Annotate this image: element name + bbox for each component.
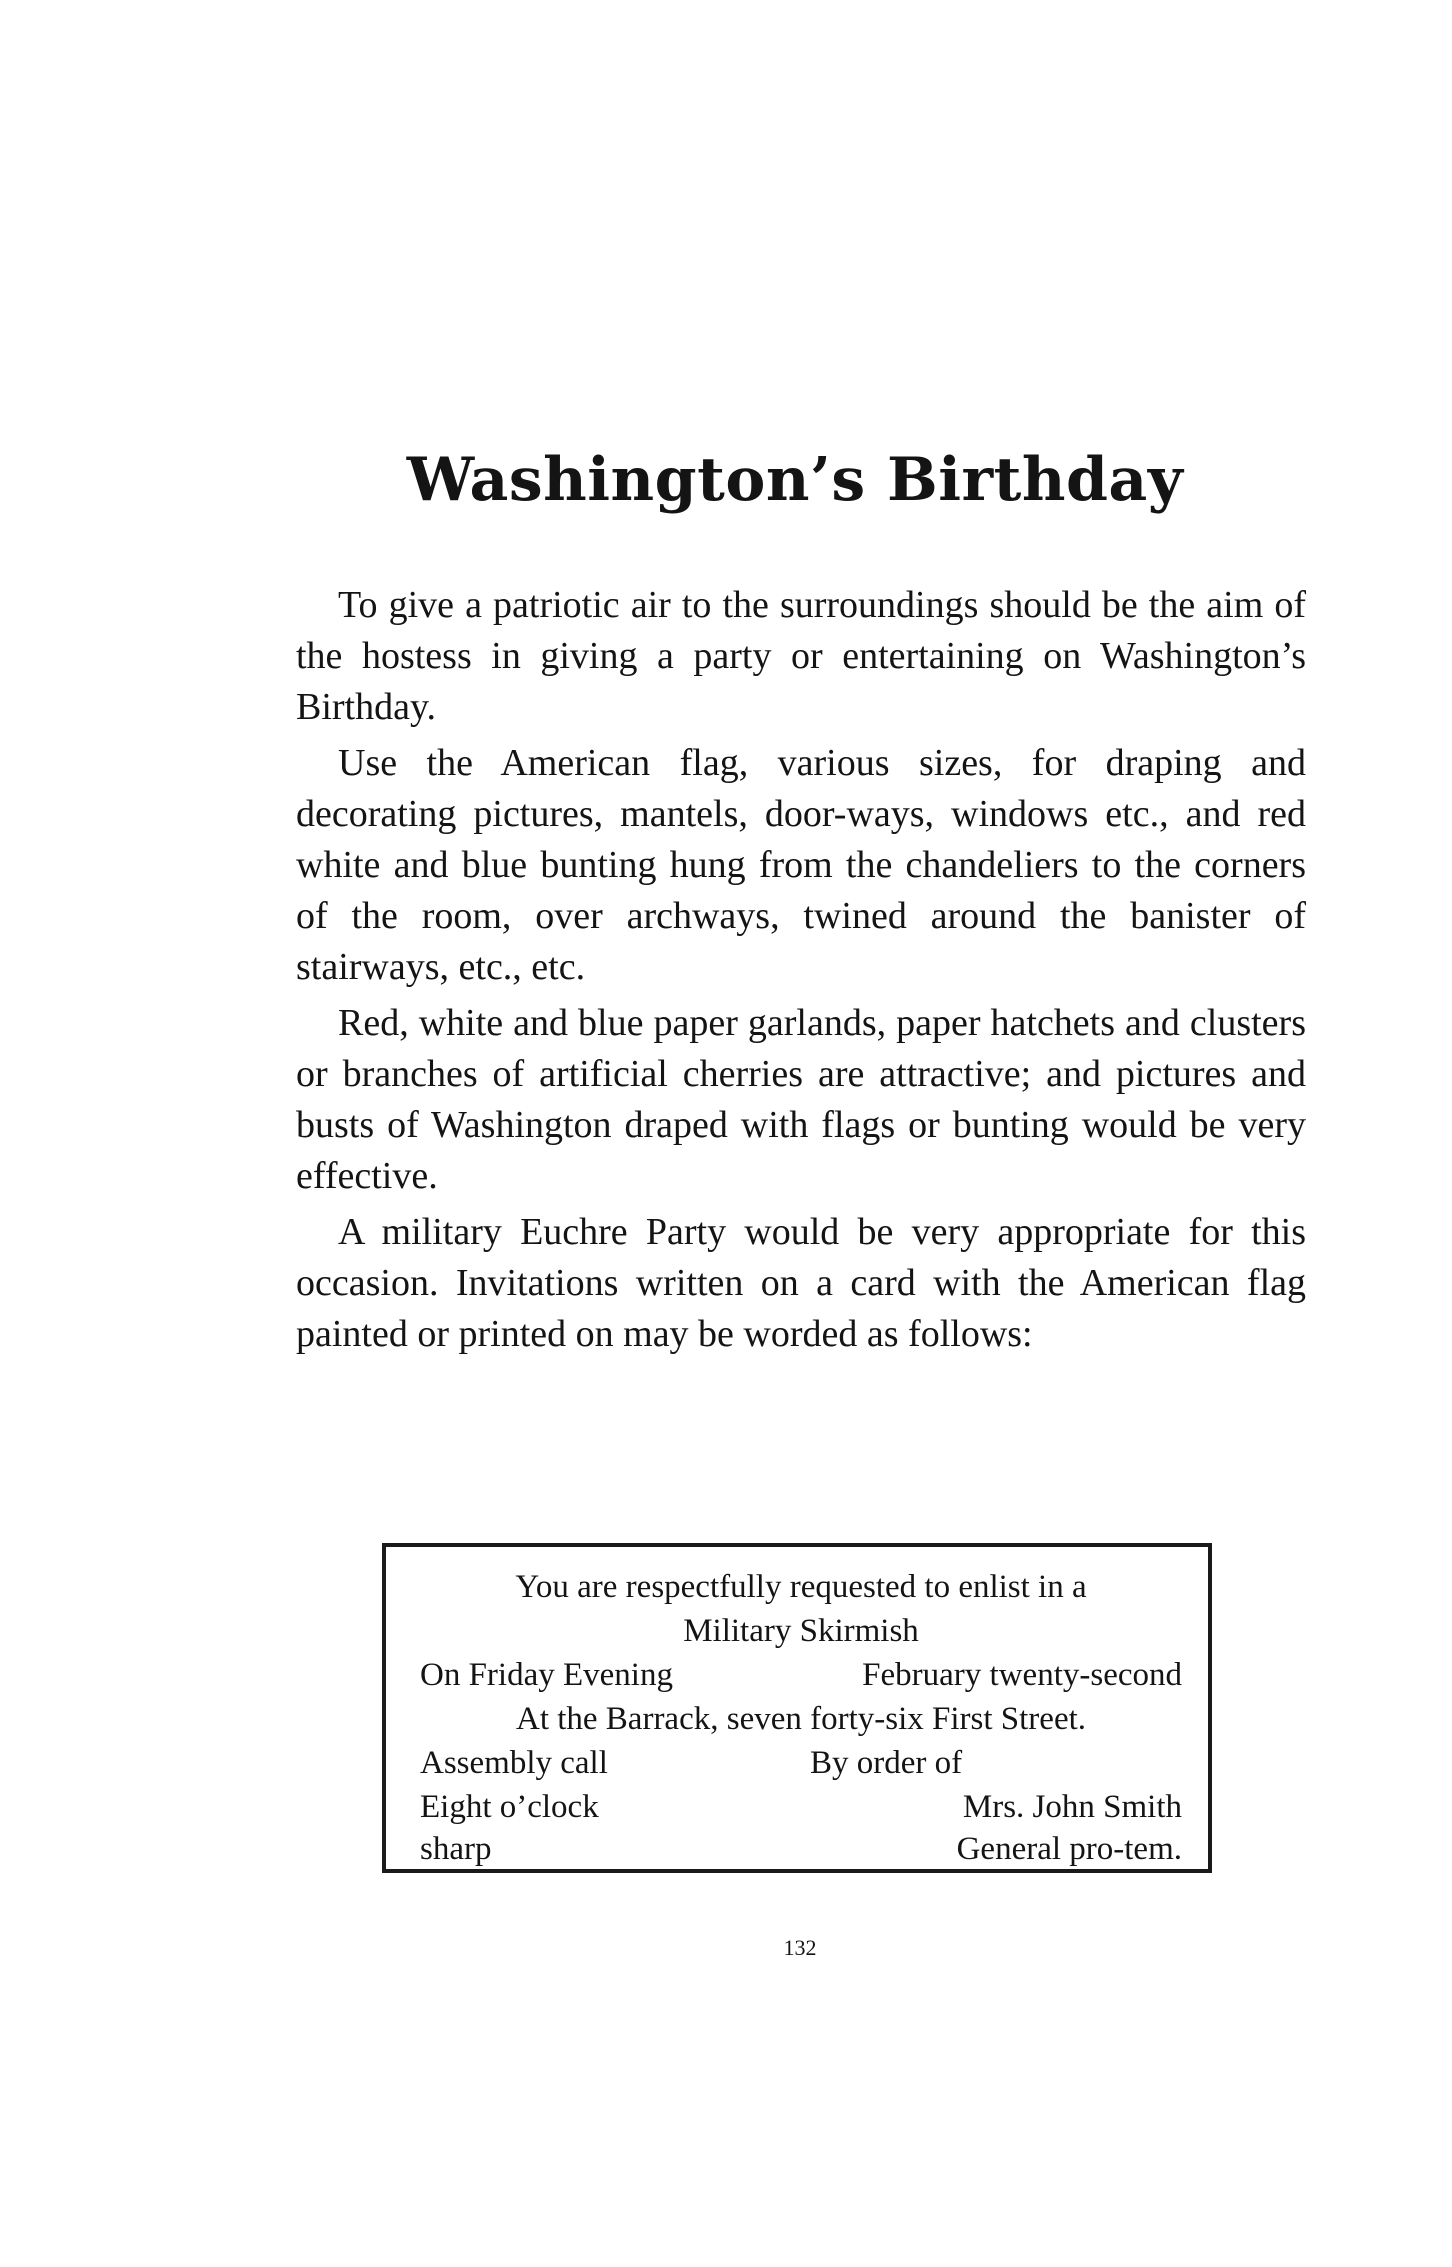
page-title: Washington’s Birthday xyxy=(406,445,1184,515)
invitation-text: Assembly call xyxy=(420,1745,608,1781)
invitation-line: At the Barrack, seven forty-six First Street. xyxy=(515,1701,1087,1737)
paragraph: Use the American flag, various sizes, for draping and decorating pictures, mantels, door-ways, windows etc., and red white and blue bunting hung from the chandeliers to the corners of the room, over archways, twined around the banister of stairways, etc., etc. xyxy=(296,742,1306,988)
invitation-text: On Friday Evening xyxy=(420,1657,673,1693)
page-number: 132 xyxy=(783,1935,817,1960)
invitation-text: By order of xyxy=(810,1745,963,1781)
invitation-text: sharp xyxy=(420,1831,492,1867)
invitation-text: February twenty-second xyxy=(862,1657,1182,1693)
invitation-line xyxy=(420,1653,1182,1697)
invitation-text: Mrs. John Smith xyxy=(962,1789,1182,1825)
invitation-card xyxy=(382,1543,1212,1873)
invitation-text: General pro-tem. xyxy=(956,1831,1182,1867)
invitation-text: Eight o’clock xyxy=(420,1789,599,1825)
paragraph: Red, white and blue paper garlands, paper hatchets and clusters or branches of artificial cherries are attractive; and pictures and busts of Washington draped with flags or bunting would be very effective. xyxy=(296,1002,1306,1197)
paragraph: A military Euchre Party would be very appropriate for this occasion. Invitations written on a card with the American flag painted or printed on may be worded as follows: xyxy=(296,1211,1306,1355)
body-text xyxy=(296,580,1306,1365)
invitation-line: You are respectfully requested to enlist in a xyxy=(515,1569,1087,1605)
invitation-line: Military Skirmish xyxy=(683,1613,919,1649)
paragraph: To give a patriotic air to the surroundings should be the aim of the hostess in giving a party or entertaining on Washington’s Birthday. xyxy=(296,584,1306,728)
